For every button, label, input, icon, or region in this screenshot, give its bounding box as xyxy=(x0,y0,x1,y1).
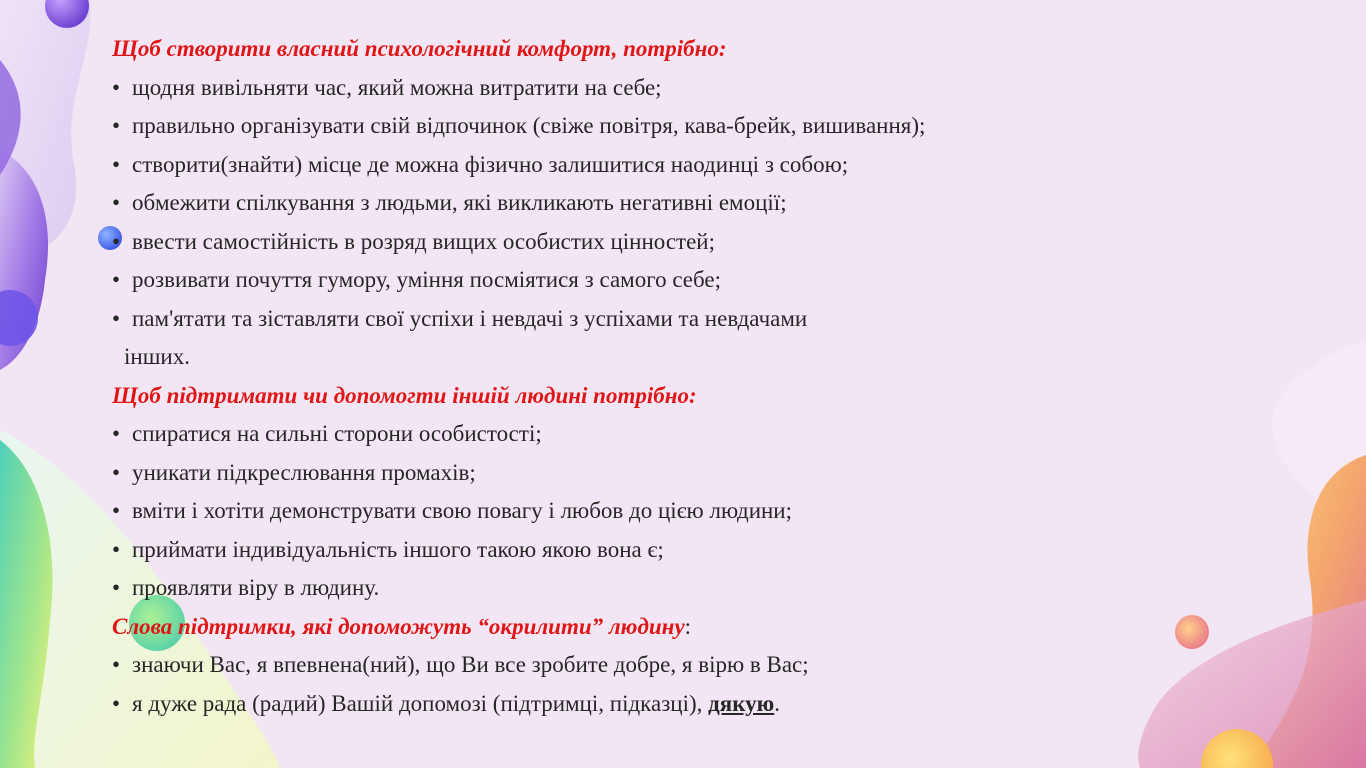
list-item-text: проявляти віру в людину. xyxy=(132,575,380,600)
list-item xyxy=(112,184,1112,223)
bullet: • xyxy=(112,652,121,677)
list-item-text: уникати підкреслювання промахів; xyxy=(132,459,476,485)
list-item xyxy=(112,415,1112,454)
list-item-text: знаючи Вас, я впевнена(ний), що Ви все зробите добре, я вірю в Вас; xyxy=(132,652,809,677)
slide-content xyxy=(112,30,1112,723)
bullet: • xyxy=(112,575,121,600)
bullet: • xyxy=(112,421,121,446)
list-item xyxy=(112,261,1112,300)
section-heading: Щоб підтримати чи допомогти іншій людині потрібно: xyxy=(112,382,697,408)
bullet: • xyxy=(112,536,121,562)
heading-colon: : xyxy=(684,613,692,639)
list-item xyxy=(112,300,1112,339)
bullet: • xyxy=(112,690,121,716)
list-item xyxy=(112,107,1112,146)
list-item xyxy=(112,685,1112,724)
list-item xyxy=(112,146,1112,185)
section-heading-row xyxy=(112,608,1112,647)
bullet: • xyxy=(112,228,121,254)
list-item-text: ввести самостійність в розряд вищих особистих цінностей; xyxy=(132,228,715,254)
bullet: • xyxy=(112,151,121,177)
list-item-text: спиратися на сильні сторони особистості; xyxy=(132,421,542,446)
list-item xyxy=(112,646,1112,685)
bullet: • xyxy=(112,459,121,485)
bullet: • xyxy=(112,267,121,292)
list-item-continuation: інших. xyxy=(124,344,190,369)
list-item xyxy=(112,454,1112,493)
list-item-end: . xyxy=(774,690,780,716)
list-item-text: пам'ятати та зіставляти свої успіхи і невдачі з успіхами та невдачами xyxy=(132,305,808,331)
list-item xyxy=(112,569,1112,608)
list-item-text: правильно організувати свій відпочинок (свіже повітря, кава-брейк, вишивання); xyxy=(132,113,926,138)
thank-you-emphasis: дякую xyxy=(708,690,775,716)
list-item-text: приймати індивідуальність іншого такою якою вона є; xyxy=(132,536,664,562)
bullet: • xyxy=(112,190,121,215)
list-item-text: щодня вивільняти час, який можна витратити на себе; xyxy=(132,74,662,100)
list-item xyxy=(112,492,1112,531)
section-heading: Щоб створити власний психологічний комфорт, потрібно: xyxy=(112,36,727,61)
bullet: • xyxy=(112,498,121,523)
list-item xyxy=(112,69,1112,108)
list-item-text: створити(знайти) місце де можна фізично залишитися наодинці з собою; xyxy=(132,151,849,177)
list-item-text: я дуже рада (радий) Вашій допомозі (підтримці, підказці), xyxy=(132,690,709,716)
list-item xyxy=(112,223,1112,262)
section-heading: Слова підтримки, які допоможуть “окрилити” людину xyxy=(112,613,685,639)
list-item-text: розвивати почуття гумору, уміння посміятися з самого себе; xyxy=(132,267,722,292)
list-item-text: вміти і хотіти демонструвати свою повагу і любов до цією людини; xyxy=(132,498,793,523)
list-item xyxy=(112,531,1112,570)
list-item-text: обмежити спілкування з людьми, які викликають негативні емоції; xyxy=(132,190,787,215)
bullet: • xyxy=(112,74,121,100)
bullet: • xyxy=(112,113,121,138)
bullet: • xyxy=(112,305,121,331)
